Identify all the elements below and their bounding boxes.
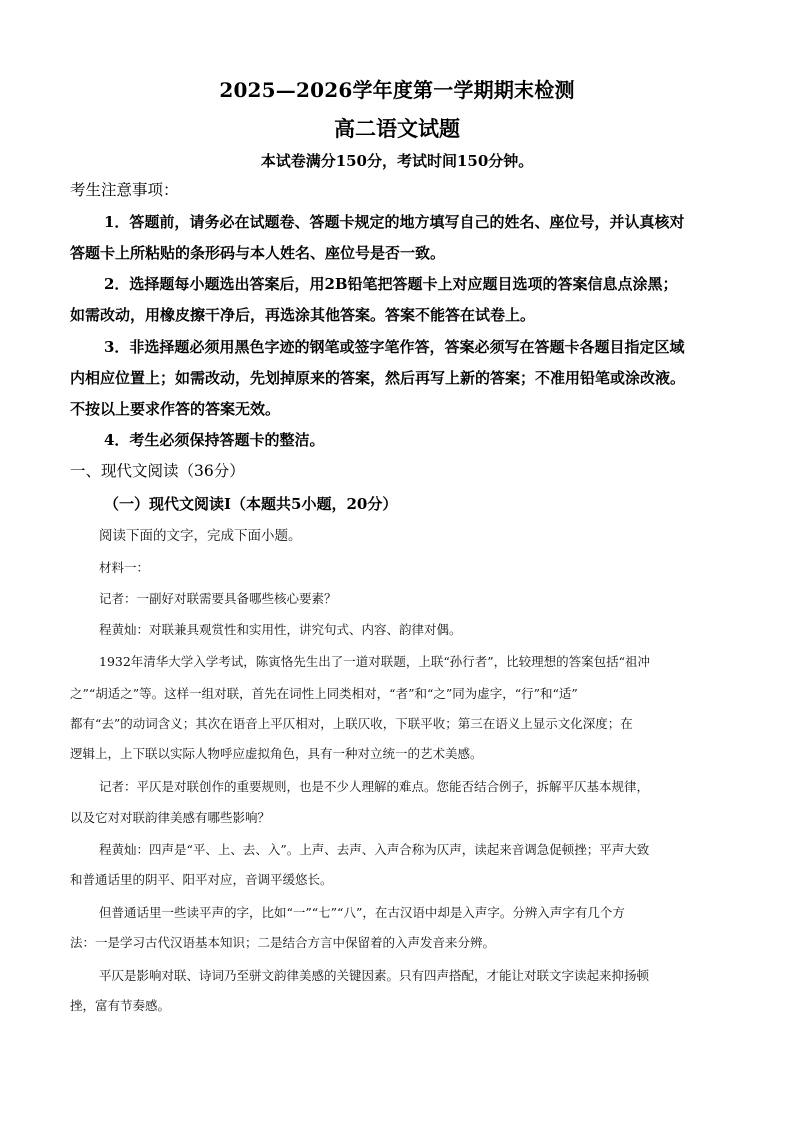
passage-line-13: 平仄是影响对联、诗词乃至骈文韵律美感的关键因素。只有四声搭配，才能让对联文字读起来抑扬顿 xyxy=(99,968,650,983)
passage-line-8: 以及它对对联韵律美感有哪些影响？ xyxy=(70,810,271,825)
passage-line-11: 但普通话里一些读平声的字，比如“一”“七”“八”，在古汉语中却是入声字。分辨入声字有几个方 xyxy=(99,905,625,920)
passage-line-5: 都有“去”的动词含义；其次在语音上平仄相对，上联仄收，下联平收；第三在语义上显示文化深度；在 xyxy=(70,716,633,731)
passage-line-14: 挫，富有节奏感。 xyxy=(70,998,171,1013)
passage-line-12: 法：一是学习古代汉语基本知识；二是结合方言中保留着的入声发音来分辨。 xyxy=(70,935,496,950)
passage-line-2: 程黄灿：对联兼具观赏性和实用性，讲究句式、内容、韵律对偶。 xyxy=(99,622,462,637)
notice-heading: 考生注意事项： xyxy=(70,181,179,199)
passage-line-4: 之”“胡适之”等。这样一组对联，首先在词性上同类相对，“者”和“之”同为虚字，“行”和“适” xyxy=(70,686,578,701)
notice-line-5: 3．非选择题必须用黑色字迹的钢笔或签字笔作答，答案必须写在答题卡各题目指定区域 xyxy=(104,338,685,356)
material-label: 材料一： xyxy=(99,560,150,575)
passage-line-6: 逻辑上，上下联以实际人物呼应虚拟角色，具有一种对立统一的艺术美感。 xyxy=(70,746,483,761)
passage-line-7: 记者：平仄是对联创作的重要规则，也是不少人理解的难点。您能否结合例子，拆解平仄基本规律， xyxy=(99,779,650,794)
passage-line-3: 1932年清华大学入学考试，陈寅恪先生出了一道对联题，上联“孙行者”，比较理想的答案包括“祖冲 xyxy=(99,654,650,669)
section-heading: 一、现代文阅读（36分） xyxy=(70,462,245,480)
notice-line-8: 4．考生必须保持答题卡的整洁。 xyxy=(104,431,325,449)
notice-line-1: 1．答题前，请务必在试题卷、答题卡规定的地方填写自己的姓名、座位号，并认真核对 xyxy=(104,213,685,231)
subsection-heading: （一）现代文阅读I（本题共5小题，20分） xyxy=(104,495,398,513)
exam-title: 2025—2026学年度第一学期期末检测 xyxy=(219,78,575,102)
passage-line-10: 和普通话里的阴平、阳平对应，音调平缓悠长。 xyxy=(70,872,333,887)
notice-line-7: 不按以上要求作答的答案无效。 xyxy=(70,400,281,418)
notice-line-2: 答题卡上所粘贴的条形码与本人姓名、座位号是否一致。 xyxy=(70,244,446,262)
reading-instruction: 阅读下面的文字，完成下面小题。 xyxy=(99,528,302,544)
notice-line-3: 2．选择题每小题选出答案后，用2B铅笔把答题卡上对应题目选项的答案信息点涂黑； xyxy=(104,275,678,293)
subject-title: 高二语文试题 xyxy=(334,116,460,141)
passage-line-9: 程黄灿：四声是“平、上、去、入”。上声、去声、入声合称为仄声，读起来音调急促顿挫；平声大致 xyxy=(99,842,650,857)
exam-info: 本试卷满分150分，考试时间150分钟。 xyxy=(260,152,534,170)
passage-line-1: 记者：一副好对联需要具备哪些核心要素？ xyxy=(99,591,337,606)
notice-line-6: 内相应位置上；如需改动，先划掉原来的答案，然后再写上新的答案；不准用铅笔或涂改液。 xyxy=(70,369,686,387)
notice-line-4: 如需改动，用橡皮擦干净后，再选涂其他答案。答案不能答在试卷上。 xyxy=(70,306,536,324)
